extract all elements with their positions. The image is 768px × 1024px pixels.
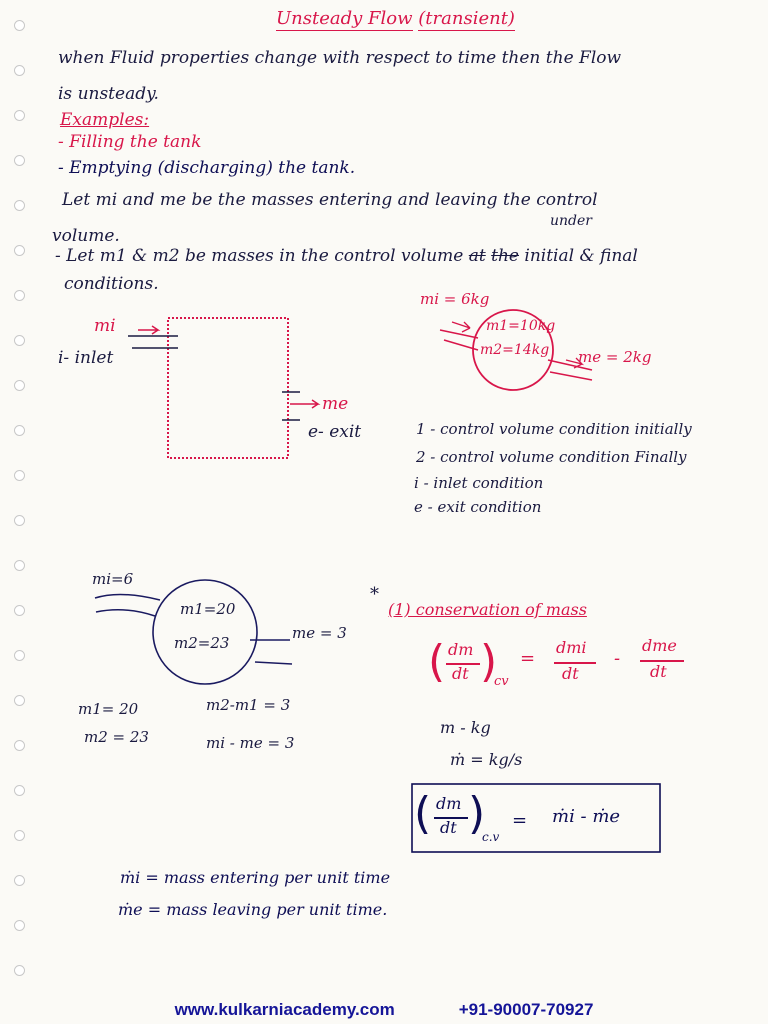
title-main: Unsteady Flow <box>276 8 413 29</box>
unit-m: m - kg <box>440 718 491 737</box>
inlet-arrow-icon <box>138 326 158 334</box>
boxed-rhs: ṁi - ṁe <box>552 806 621 827</box>
tank-exit-label: e- exit <box>308 422 362 442</box>
intro-line-1: when Fluid properties change with respect to time then the Flow <box>58 48 622 68</box>
tank-me-label: me <box>322 394 349 414</box>
eq-t1-num: dmi <box>556 638 587 657</box>
close-paren: ) <box>480 636 498 687</box>
boxed-num: dm <box>436 794 462 813</box>
eq-t1-den: dt <box>562 664 579 683</box>
balloon-inlet-arrow-icon <box>452 322 470 332</box>
star-mark: * <box>370 584 379 605</box>
intro-line-2: is unsteady. <box>58 84 159 104</box>
legend-2: 2 - control volume condition Finally <box>416 448 687 466</box>
example-item-2: - Emptying (discharging) the tank. <box>58 158 356 178</box>
footer <box>0 1000 768 1024</box>
example-item-1: - Filling the tank <box>58 132 202 152</box>
boxed-sub: c.v <box>482 830 500 844</box>
legend-e: e - exit condition <box>414 498 542 516</box>
eq-t2-den: dt <box>650 662 667 681</box>
examples-heading: Examples: <box>60 110 150 130</box>
value-eq1: m2-m1 = 3 <box>206 696 291 714</box>
balloon-mi-label: mi = 6kg <box>420 290 490 308</box>
footer-phone[interactable]: +91-90007-70927 <box>458 1000 594 1019</box>
eq-lhs-den: dt <box>452 664 469 683</box>
example-me-label: me = 3 <box>292 624 347 642</box>
definition-mi: ṁi = mass entering per unit time <box>120 868 391 887</box>
balloon-inlet-line-1 <box>440 330 478 338</box>
let-under-word: under <box>550 213 592 229</box>
exit-arrow-icon <box>290 400 318 408</box>
balloon-cv-bottom <box>153 580 257 684</box>
unit-mdot: ṁ = kg/s <box>450 750 523 769</box>
example-mi-label: mi=6 <box>92 570 134 588</box>
bottom-inlet-pipe-bottom <box>96 610 155 616</box>
tank-inlet-label: i- inlet <box>58 348 114 368</box>
open-paren: ( <box>428 636 446 687</box>
bottom-inlet-pipe-top <box>95 594 160 600</box>
struck-word-the: the <box>491 246 519 266</box>
eq-equals: = <box>520 648 536 669</box>
let-line-4: conditions. <box>64 274 159 294</box>
balloon-m2-label: m2=14kg <box>480 342 550 358</box>
balloon-exit-line-2 <box>550 372 592 380</box>
example-m1-label: m1=20 <box>180 600 236 618</box>
boxed-den: dt <box>440 818 457 837</box>
let-line-3-end: initial & final <box>524 246 638 266</box>
value-eq2: mi - me = 3 <box>206 734 295 752</box>
example-m2-label: m2=23 <box>174 634 230 652</box>
definition-me: ṁe = mass leaving per unit time. <box>118 900 388 919</box>
let-line-2: volume. <box>52 226 120 246</box>
value-m1: m1= 20 <box>78 700 139 718</box>
boxed-equals: = <box>512 810 528 831</box>
boxed-open-paren: ( <box>414 788 432 839</box>
footer-website[interactable]: www.kulkarniacademy.com <box>174 1000 395 1019</box>
let-line-1: Let mi and me be the masses entering and leaving the control <box>62 190 598 210</box>
title-paren: (transient) <box>418 8 515 29</box>
conservation-heading: (1) conservation of mass <box>388 600 587 619</box>
eq-minus: - <box>614 648 621 669</box>
eq-lhs-sub: cv <box>494 674 509 689</box>
balloon-me-label: me = 2kg <box>578 348 652 366</box>
value-m2: m2 = 23 <box>84 728 149 746</box>
control-volume-tank <box>168 318 288 458</box>
bottom-exit-pipe-bottom <box>255 662 292 664</box>
balloon-m1-label: m1=10kg <box>486 318 556 334</box>
let-line-3-start: - Let m1 & m2 be masses in the control volume <box>55 246 464 266</box>
tank-mi-label: mi <box>94 316 116 336</box>
legend-i: i - inlet condition <box>414 474 544 492</box>
eq-t2-num: dme <box>642 636 677 655</box>
eq-lhs-num: dm <box>448 640 474 659</box>
struck-word-at: at <box>468 246 486 266</box>
legend-1: 1 - control volume condition initially <box>416 420 692 438</box>
boxed-close-paren: ) <box>468 788 486 839</box>
